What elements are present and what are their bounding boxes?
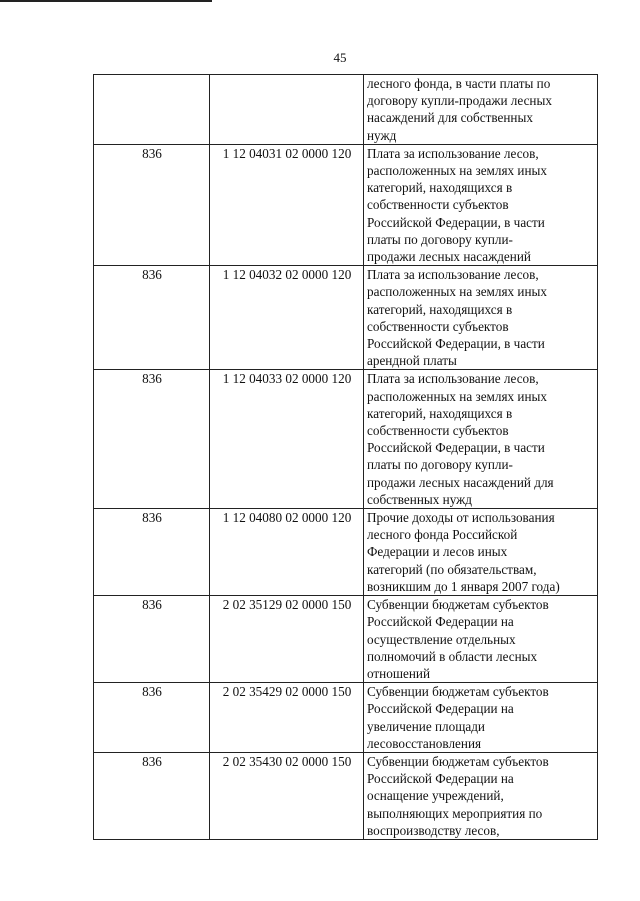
budget-code-cell: 1 12 04033 02 0000 120	[210, 370, 364, 509]
revenue-name-cell	[364, 266, 598, 370]
revenue-name-text: Плата за использование лесов, расположенных на землях иных категорий, находящихся в собственности субъектов Российской Федерации, в части платы по договору купли- продажи лесных насаждений для собственных нужд	[367, 371, 554, 507]
revenue-name-cell	[364, 509, 598, 596]
budget-code-cell: 1 12 04031 02 0000 120	[210, 144, 364, 265]
revenue-name-cell	[364, 75, 598, 145]
admin-code-cell: 836	[94, 596, 210, 683]
admin-code-cell: 836	[94, 370, 210, 509]
revenue-name-text: Субвенции бюджетам субъектов Российской Федерации на осуществление отдельных полномочий в области лесных отношений	[367, 597, 549, 681]
table-row	[94, 752, 598, 839]
revenue-name-text: Субвенции бюджетам субъектов Российской Федерации на оснащение учреждений, выполняющих мероприятия по воспроизводству лесов,	[367, 753, 549, 838]
table-row	[94, 75, 598, 145]
budget-code-cell	[210, 75, 364, 145]
admin-code-cell: 836	[94, 266, 210, 370]
revenue-name-cell	[364, 144, 598, 265]
table-row	[94, 266, 598, 370]
admin-code-cell: 836	[94, 752, 210, 839]
table-row	[94, 596, 598, 683]
admin-code-cell: 836	[94, 144, 210, 265]
table-row	[94, 683, 598, 753]
revenue-name-cell	[364, 752, 598, 839]
admin-code-cell: 836	[94, 683, 210, 753]
table-row	[94, 509, 598, 596]
admin-code-cell: 836	[94, 509, 210, 596]
revenue-name-text: лесного фонда, в части платы по договору купли-продажи лесных насаждений для собственных нужд	[367, 76, 552, 143]
revenue-name-text: Плата за использование лесов, расположенных на землях иных категорий, находящихся в собственности субъектов Российской Федерации, в части платы по договору купли- продажи лесных насаждений	[367, 145, 548, 265]
revenue-name-text: Плата за использование лесов, расположенных на землях иных категорий, находящихся в собственности субъектов Российской Федерации, в части арендной платы	[367, 267, 548, 369]
table-row	[94, 370, 598, 509]
revenue-name-text: Прочие доходы от использования лесного фонда Российской Федерации и лесов иных категорий (по обязательствам, возникшим до 1 января 2007 года)	[367, 510, 560, 594]
table-row	[94, 144, 598, 265]
revenue-name-cell	[364, 683, 598, 753]
revenue-name-cell	[364, 596, 598, 683]
revenue-name-text: Субвенции бюджетам субъектов Российской Федерации на увеличение площади лесовосстановления	[367, 684, 549, 751]
revenue-classification-table	[93, 74, 598, 840]
admin-code-cell	[94, 75, 210, 145]
page-number: 45	[333, 50, 347, 65]
top-rule	[0, 0, 212, 2]
budget-code-cell: 1 12 04032 02 0000 120	[210, 266, 364, 370]
budget-code-cell: 2 02 35429 02 0000 150	[210, 683, 364, 753]
budget-code-cell: 2 02 35129 02 0000 150	[210, 596, 364, 683]
revenue-name-cell	[364, 370, 598, 509]
budget-code-cell: 1 12 04080 02 0000 120	[210, 509, 364, 596]
budget-code-cell: 2 02 35430 02 0000 150	[210, 752, 364, 839]
